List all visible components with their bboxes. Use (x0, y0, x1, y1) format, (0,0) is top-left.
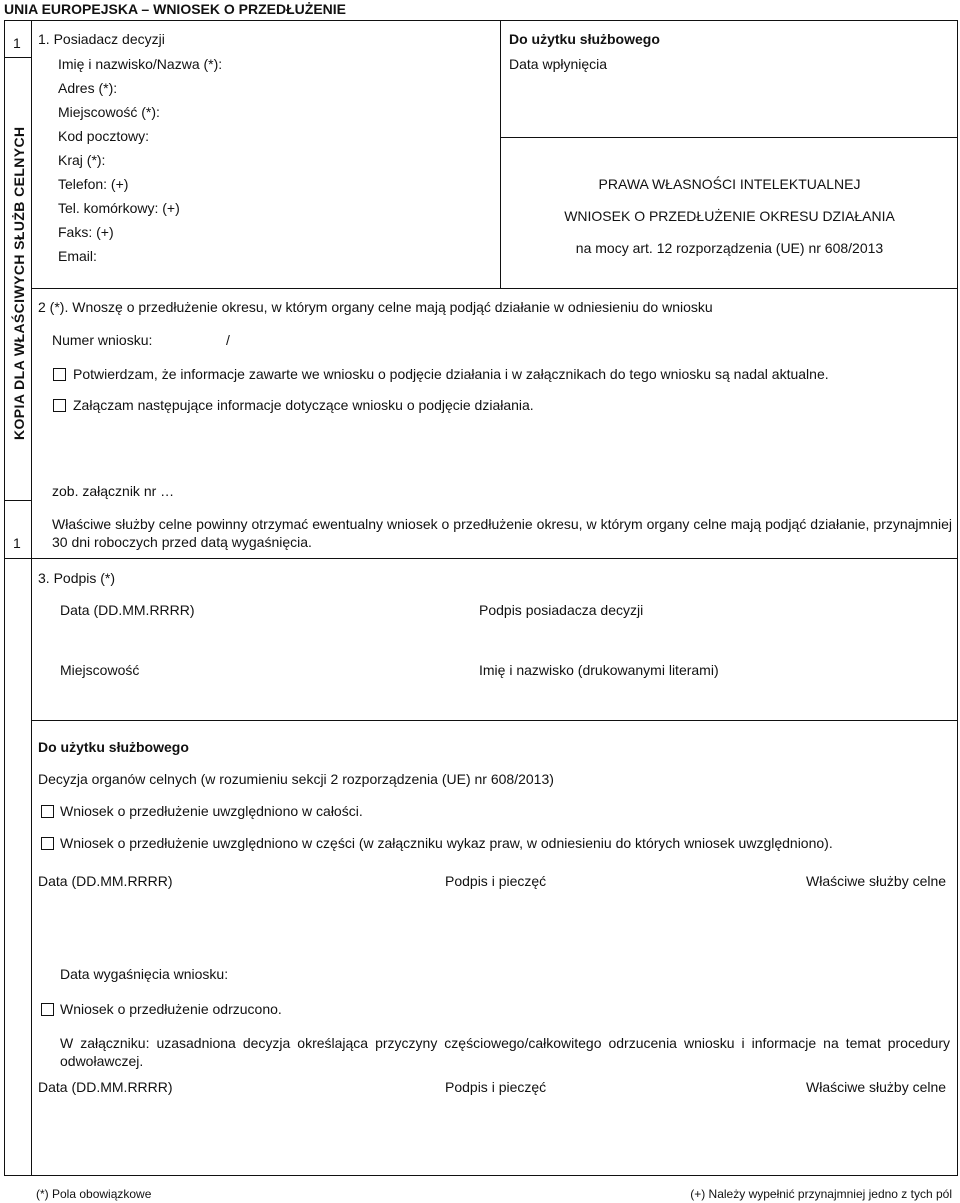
form-title-line3: na mocy art. 12 rozporządzenia (UE) nr 608/2013 (575, 240, 884, 256)
application-number-separator: / (226, 332, 230, 348)
field-fax: Faks: (+) (58, 224, 114, 240)
signature-place-label: Miejscowość (60, 662, 140, 678)
attach-checkbox[interactable] (53, 399, 66, 412)
section1-heading: 1. Posiadacz decyzji (38, 31, 165, 47)
decision-customs-label: Właściwe służby celne (806, 873, 947, 889)
field-mobile: Tel. komórkowy: (+) (58, 200, 180, 216)
field-postcode: Kod pocztowy: (58, 128, 150, 144)
decision-date-label: Data (DD.MM.RRRR) (38, 873, 173, 889)
form-heading: UNIA EUROPEJSKA – WNIOSEK O PRZEDŁUŻENIE (4, 1, 347, 17)
copy-label-vertical: KOPIA DLA WŁAŚCIWYCH SŁUŻB CELNYCH (11, 126, 27, 440)
date-received-label: Data wpłynięcia (509, 56, 608, 72)
field-email: Email: (58, 248, 97, 264)
rejected-checkbox[interactable] (41, 1003, 54, 1016)
section3-bottom-divider (31, 720, 958, 721)
annex-reference: zob. załącznik nr … (52, 483, 175, 499)
form-title-line1: PRAWA WŁASNOŚCI INTELEKTUALNEJ (598, 176, 861, 192)
section2-bottom-divider (31, 558, 958, 559)
form-title-line2: WNIOSEK O PRZEDŁUŻENIE OKRESU DZIAŁANIA (564, 208, 895, 224)
granted-partial-checkbox[interactable] (41, 837, 54, 850)
confirm-checkbox[interactable] (53, 368, 66, 381)
margin-top-divider (4, 57, 31, 58)
section3-heading: 3. Podpis (*) (38, 570, 116, 586)
official-use-bottom-heading: Do użytku służbowego (38, 739, 189, 755)
deadline-note: Właściwe służby celne powinny otrzymać ewentualny wniosek o przedłużenie okresu, w którym organy celne mają podjąć działanie, przynajmniej 30 dni roboczych przed datą wygaśnięcia. (52, 516, 952, 550)
margin-end-divider (4, 558, 31, 559)
footnote-at-least-one: (+) Należy wypełnić przynajmniej jedno z tych pól (690, 1187, 952, 1201)
expiry-date-label: Data wygaśnięcia wniosku: (60, 966, 229, 982)
section2-heading: 2 (*). Wnoszę o przedłużenie okresu, w którym organy celne mają podjąć działanie w odniesieniu do wniosku (38, 299, 713, 315)
copy-number-top: 1 (13, 35, 21, 51)
field-city: Miejscowość (*): (58, 104, 160, 120)
confirm-label: Potwierdzam, że informacje zawarte we wniosku o podjęcie działania i w załącznikach do tego wniosku są nadal aktualne. (73, 366, 829, 382)
rejection-date-label: Data (DD.MM.RRRR) (38, 1079, 173, 1095)
section1-bottom-divider (31, 288, 958, 289)
field-name: Imię i nazwisko/Nazwa (*): (58, 56, 223, 72)
rejection-customs-label: Właściwe służby celne (806, 1079, 947, 1095)
copy-number-bottom: 1 (13, 535, 21, 551)
customs-decision-label: Decyzja organów celnych (w rozumieniu sekcji 2 rozporządzenia (UE) nr 608/2013) (38, 771, 554, 787)
margin-bottom-divider (4, 500, 31, 501)
signature-date-label: Data (DD.MM.RRRR) (60, 602, 195, 618)
official-use-heading: Do użytku służbowego (509, 31, 660, 47)
rejection-sign-stamp-label: Podpis i pieczęć (445, 1079, 547, 1095)
footnote-mandatory: (*) Pola obowiązkowe (36, 1187, 152, 1201)
printed-name-label: Imię i nazwisko (drukowanymi literami) (479, 662, 719, 678)
application-number-label: Numer wniosku: (52, 332, 153, 348)
granted-full-checkbox[interactable] (41, 805, 54, 818)
holder-signature-label: Podpis posiadacza decyzji (479, 602, 644, 618)
field-country: Kraj (*): (58, 152, 106, 168)
field-address: Adres (*): (58, 80, 118, 96)
margin-divider (31, 20, 32, 1176)
decision-sign-stamp-label: Podpis i pieczęć (445, 873, 547, 889)
field-phone: Telefon: (+) (58, 176, 129, 192)
granted-partial-label: Wniosek o przedłużenie uwzględniono w części (w załączniku wykaz praw, w odniesieniu do których wniosek uwzględniono). (60, 835, 833, 851)
rejected-label: Wniosek o przedłużenie odrzucono. (60, 1001, 282, 1017)
granted-full-label: Wniosek o przedłużenie uwzględniono w całości. (60, 803, 363, 819)
official-top-divider (500, 137, 958, 138)
attach-label: Załączam następujące informacje dotyczące wniosku o podjęcie działania. (73, 397, 534, 413)
rejection-annex-text: W załączniku: uzasadniona decyzja określająca przyczyny częściowego/całkowitego odrzucenia wniosku i informacje na temat procedury odwoławczej. (60, 1035, 950, 1069)
